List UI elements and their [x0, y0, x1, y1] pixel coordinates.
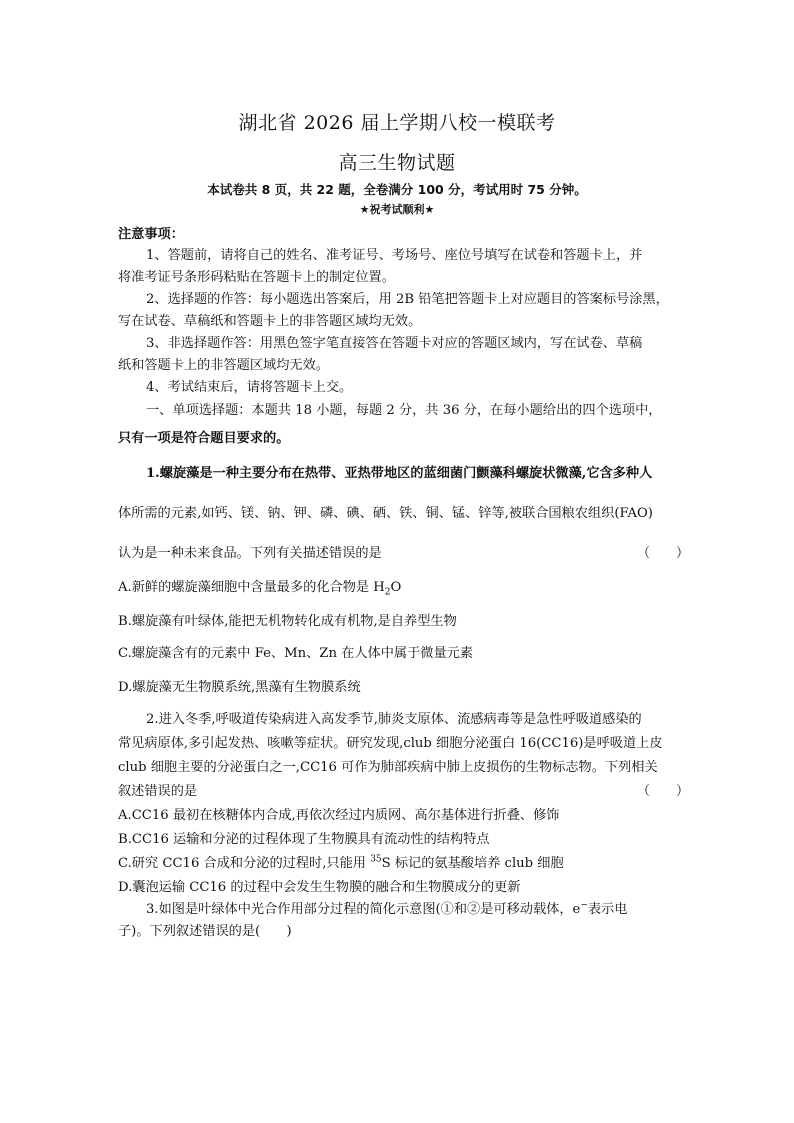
answer-bracket: （ ）: [637, 546, 690, 561]
notice-item: 写在试卷、草稿纸和答题卡上的非答题区域均无效。: [118, 314, 422, 329]
question-1-option-b: B.螺旋藻有叶绿体,能把无机物转化成有机物,是自养型生物: [118, 614, 457, 629]
question-2-option-c: C.研究 CC16 合成和分泌的过程时,只能用 $^{35}$S 标记的氨基酸培养 club 细胞: [118, 854, 564, 871]
question-1-stem: 体所需的元素,如钙、镁、钠、钾、磷、碘、硒、铁、铜、锰、锌等,被联合国粮农组织(FAO): [118, 506, 653, 521]
exam-meta: 本试卷共 8 页，共 22 题，全卷满分 100 分，考试用时 75 分钟。: [207, 182, 587, 197]
notice-item: 2、选择题的作答：每小题选出答案后，用 2B 铅笔把答题卡上对应题目的答案标号涂黑，: [146, 292, 669, 307]
question-1-option-a: A.新鲜的螺旋藻细胞中含量最多的化合物是 $H_2O$: [118, 580, 402, 598]
question-2-option-b: B.CC16 运输和分泌的过程体现了生物膜具有流动性的结构特点: [118, 832, 490, 847]
question-3-stem: 3.如图是叶绿体中光合作用部分过程的简化示意图(①和②是可移动载体，e−表示电: [146, 900, 628, 917]
notice-item: 纸和答题卡上的非答题区域均无效。: [118, 358, 329, 373]
good-luck-banner: ★祝考试顺利★: [359, 203, 435, 216]
question-2-option-a: A.CC16 最初在核糖体内合成,再依次经过内质网、高尔基体进行折叠、修饰: [118, 808, 560, 823]
section-heading: 一、单项选择题：本题共 18 小题，每题 2 分，共 36 分，在每小题给出的四个选项中，: [146, 403, 662, 418]
question-1-stem: 认为是一种未来食品。下列有关描述错误的是: [118, 546, 382, 561]
question-1-option-d: D.螺旋藻无生物膜系统,黑藻有生物膜系统: [118, 680, 361, 695]
notice-item: 3、非选择题作答：用黑色签字笔直接答在答题卡对应的答题区域内，写在试卷、草稿: [146, 336, 643, 351]
section-heading: 只有一项是符合题目要求的。: [118, 431, 290, 446]
question-2-stem: club 细胞主要的分泌蛋白之一,CC16 可作为肺部疾病中肺上皮损伤的生物标志物。下列相关: [118, 760, 658, 775]
exam-title: 湖北省 2026 届上学期八校一模联考: [238, 112, 556, 134]
notice-item: 将准考证号条形码粘贴在答题卡上的制定位置。: [118, 270, 395, 285]
question-1-option-c: C.螺旋藻含有的元素中 Fe、Mn、Zn 在人体中属于微量元素: [118, 646, 474, 661]
question-3-stem: 子)。下列叙述错误的是( ): [118, 924, 292, 939]
answer-bracket: （ ）: [637, 784, 690, 799]
notice-item: 4、考试结束后，请将答题卡上交。: [146, 380, 353, 395]
question-2-stem: 2.进入冬季,呼吸道传染病进入高发季节,肺炎支原体、流感病毒等是急性呼吸道感染的: [146, 712, 642, 727]
question-2-option-d: D.囊泡运输 CC16 的过程中会发生生物膜的融合和生物膜成分的更新: [118, 880, 521, 895]
subject-title: 高三生物试题: [338, 152, 456, 174]
question-1-stem: 1.螺旋藻是一种主要分布在热带、亚热带地区的蓝细菌门颤藻科螺旋状微藻,它含多种人: [146, 466, 653, 481]
question-2-stem: 叙述错误的是: [118, 784, 198, 799]
notice-heading: 注意事项：: [118, 227, 184, 242]
notice-item: 1、答题前，请将自己的姓名、准考证号、考场号、座位号填写在试卷和答题卡上，并: [146, 248, 643, 263]
question-2-stem: 常见病原体,多引起发热、咳嗽等症状。研究发现,club 细胞分泌蛋白 16(CC16)是呼吸道上皮: [118, 736, 663, 751]
